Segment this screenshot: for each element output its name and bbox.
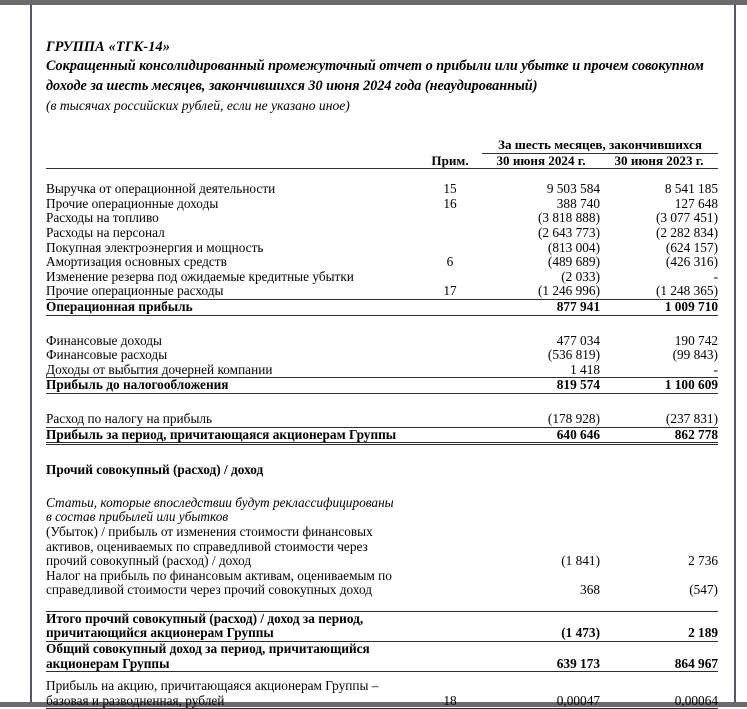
row-current-profit-before-tax: 819 574 <box>482 378 600 394</box>
oci-item-1-current-blank-2 <box>482 540 600 555</box>
document-header <box>46 39 734 115</box>
row-current-income-tax: (178 928) <box>482 412 600 427</box>
row-note-profit-before-tax <box>418 378 482 394</box>
oci-total-current-blank <box>482 611 600 626</box>
oci-item-1-note <box>418 554 482 569</box>
row-label-subsidiary-disposal: Доходы от выбытия дочерней компании <box>46 363 418 378</box>
row-current-profit-for-period: 640 646 <box>482 427 600 444</box>
oci-total-line-1 <box>46 611 718 626</box>
row-previous-profit-before-tax: 1 100 609 <box>600 378 718 394</box>
row-previous-income-tax: (237 831) <box>600 412 718 427</box>
spacer-before-finance <box>46 315 718 334</box>
table-header-period-row <box>46 135 718 154</box>
eps-current-blank <box>482 679 600 694</box>
spacer-before-oci <box>46 444 718 464</box>
oci-item-2-current: 368 <box>580 582 600 598</box>
oci-item-2-previous: (547) <box>689 582 718 598</box>
oci-item-1-current: (1 841) <box>561 553 600 569</box>
row-label-purchased-electricity: Покупная электроэнергия и мощность <box>46 239 264 255</box>
spacer-before-tax <box>46 393 718 412</box>
table-row <box>46 241 718 256</box>
total-comprehensive-line-1 <box>46 642 718 657</box>
row-note-subsidiary-disposal <box>418 363 482 378</box>
table-row <box>46 334 718 349</box>
oci-italic-note-row-2 <box>46 510 718 525</box>
table-row <box>46 284 718 299</box>
row-label-fuel-costs: Расходы на топливо <box>46 210 159 226</box>
row-label-profit-before-tax: Прибыль до налогообложения <box>46 378 418 394</box>
oci-section-title: Прочий совокупный (расход) / доход <box>46 462 264 478</box>
row-note-depreciation: 6 <box>446 254 454 270</box>
row-current-depreciation: (489 689) <box>547 254 600 270</box>
eps-text-line-2: базовая и разводненная, рублей <box>46 694 418 709</box>
header-empty-label <box>46 153 418 169</box>
company-name: ГРУППА «ТГК-14» <box>46 39 171 55</box>
row-current-purchased-electricity: (813 004) <box>547 239 600 255</box>
table-row <box>46 211 718 226</box>
oci-total-current: (1 473) <box>482 626 600 641</box>
table-row <box>46 270 718 285</box>
row-previous-depreciation: (426 316) <box>665 254 718 270</box>
row-current-finance-income: 477 034 <box>556 332 600 348</box>
row-label-profit-for-period: Прибыль за период, причитающаяся акционерам Группы <box>46 427 418 444</box>
row-previous-other-op-income: 127 648 <box>674 195 718 211</box>
oci-italic-note-1-previous <box>600 496 718 511</box>
row-note-other-op-expenses: 17 <box>418 284 482 299</box>
row-current-operating-profit: 877 941 <box>482 299 600 315</box>
oci-item-2-previous-blank <box>600 569 718 584</box>
oci-italic-note-1-note <box>418 496 482 511</box>
row-label-income-tax: Расход по налогу на прибыль <box>46 412 418 427</box>
oci-italic-note-2-current <box>482 510 600 525</box>
oci-section-title-row <box>46 463 718 478</box>
oci-total-previous-blank <box>600 611 718 626</box>
row-label-revenue: Выручка от операционной деятельности <box>46 181 276 197</box>
row-note-other-op-income: 16 <box>443 195 457 211</box>
oci-item-1-current-blank <box>482 525 600 540</box>
row-label-personnel-costs: Расходы на персонал <box>46 225 165 240</box>
row-previous-purchased-electricity: (624 157) <box>665 239 718 255</box>
income-statement-table <box>46 135 718 709</box>
row-current-revenue: 9 503 584 <box>546 181 600 197</box>
row-note-fuel-costs <box>418 211 482 226</box>
row-label-other-op-expenses: Прочие операционные расходы <box>46 284 418 299</box>
oci-item-2-line-1 <box>46 569 718 584</box>
table-row-income-tax <box>46 412 718 427</box>
table-row <box>46 363 718 378</box>
row-label-operating-profit: Операционная прибыль <box>46 299 418 315</box>
oci-total-previous: 2 189 <box>600 626 718 641</box>
row-previous-finance-income: 190 742 <box>674 332 718 348</box>
oci-total-text-line-1: Итого прочий совокупный (расход) / доход за период, <box>46 611 418 626</box>
row-current-ecl-provision: (2 033) <box>561 268 600 284</box>
row-note-purchased-electricity <box>418 241 482 256</box>
row-note-income-tax <box>418 412 482 427</box>
oci-item-1-line-2 <box>46 540 718 555</box>
row-label-finance-income: Финансовые доходы <box>46 332 162 348</box>
table-row <box>46 255 718 270</box>
row-current-subsidiary-disposal: 1 418 <box>482 363 600 378</box>
oci-item-1-note-blank <box>418 525 482 540</box>
oci-italic-note-2-note <box>418 510 482 525</box>
header-col-previous: 30 июня 2023 г. <box>600 153 718 169</box>
row-previous-ecl-provision: - <box>713 268 718 284</box>
oci-item-1-text-line-3: прочий совокупный (расход) / доход <box>46 553 252 569</box>
total-comprehensive-note <box>418 657 482 672</box>
row-label-depreciation: Амортизация основных средств <box>46 254 227 270</box>
header-col-current: 30 июня 2024 г. <box>482 153 600 169</box>
spacer-after-oci-title <box>46 478 718 496</box>
row-note-finance-costs <box>418 348 482 363</box>
oci-item-2-text-line-1: Налог на прибыль по финансовым активам, оцениваемым по <box>46 567 392 583</box>
total-comprehensive-text-line-1: Общий совокупный доход за период, причитающийся <box>46 641 370 657</box>
oci-total-text-line-2: причитающийся акционерам Группы <box>46 626 418 641</box>
row-current-other-op-income: 388 740 <box>556 195 600 211</box>
row-note-revenue: 15 <box>443 181 457 197</box>
table-row-profit-for-period <box>46 427 718 444</box>
oci-item-1-line-3 <box>46 554 718 569</box>
document-title-line-1: Сокращенный консолидированный промежуточный отчет о прибыли или убытке и прочем совокупном <box>46 58 704 75</box>
header-period-span: За шесть месяцев, закончившихся <box>482 135 718 154</box>
oci-item-1-line-1 <box>46 525 718 540</box>
row-label-other-op-income: Прочие операционные доходы <box>46 195 219 211</box>
row-previous-fuel-costs: (3 077 451) <box>655 210 718 226</box>
eps-note-blank <box>418 679 482 694</box>
header-note-label: Прим. <box>418 153 482 169</box>
row-previous-subsidiary-disposal: - <box>600 363 718 378</box>
oci-total-line-2 <box>46 626 718 641</box>
row-note-personnel-costs <box>418 226 482 241</box>
row-previous-operating-profit: 1 009 710 <box>600 299 718 315</box>
table-header-columns-row <box>46 153 718 169</box>
row-current-finance-costs: (536 819) <box>547 347 600 363</box>
row-current-other-op-expenses: (1 246 996) <box>482 284 600 299</box>
spacer-before-oci-total <box>46 598 718 612</box>
document-units-note: (в тысячах российских рублей, если не указано иное) <box>46 98 350 114</box>
oci-item-1-previous: 2 736 <box>688 553 718 569</box>
eps-previous: 0,00064 <box>600 694 718 709</box>
header-blank-label <box>46 135 418 154</box>
eps-previous-blank <box>600 679 718 694</box>
eps-current: 0,00047 <box>482 694 600 709</box>
row-current-personnel-costs: (2 643 773) <box>537 225 600 240</box>
oci-item-2-line-2 <box>46 583 718 598</box>
oci-item-2-note <box>418 583 482 598</box>
oci-section-title-note <box>418 463 482 478</box>
row-note-operating-profit <box>418 299 482 315</box>
total-comprehensive-current: 639 173 <box>482 657 600 672</box>
row-previous-revenue: 8 541 185 <box>664 181 718 197</box>
oci-item-2-current-blank <box>482 569 600 584</box>
row-label-finance-costs: Финансовые расходы <box>46 347 168 363</box>
row-label-ecl-provision: Изменение резерва под ожидаемые кредитные убытки <box>46 268 354 284</box>
document-title-line-2: доходе за шесть месяцев, закончившихся 30 июня 2024 года (неаудированный) <box>46 77 538 94</box>
oci-item-1-previous-blank-2 <box>600 540 718 555</box>
total-comprehensive-text-line-2: акционерам Группы <box>46 657 418 672</box>
oci-item-1-previous-blank <box>600 525 718 540</box>
total-comprehensive-note-blank <box>418 642 482 657</box>
eps-note: 18 <box>418 694 482 709</box>
row-note-finance-income <box>418 334 482 349</box>
oci-italic-note-row-1 <box>46 496 718 511</box>
spacer-after-header <box>46 169 718 183</box>
oci-italic-note-1-current <box>482 496 600 511</box>
oci-italic-note-line-1: Статьи, которые впоследствии будут реклассифицированы <box>46 494 394 510</box>
eps-line-1 <box>46 679 718 694</box>
oci-item-1-note-blank-2 <box>418 540 482 555</box>
oci-section-title-current <box>482 463 600 478</box>
total-comprehensive-previous: 864 967 <box>600 657 718 672</box>
table-row-operating-profit <box>46 299 718 315</box>
total-comprehensive-previous-blank <box>600 642 718 657</box>
row-previous-finance-costs: (99 843) <box>672 347 718 363</box>
header-blank-note <box>418 135 482 154</box>
row-current-fuel-costs: (3 818 888) <box>537 210 600 226</box>
eps-text-line-1: Прибыль на акцию, причитающаяся акционерам Группы – <box>46 678 379 694</box>
oci-item-1-text-line-1: (Убыток) / прибыль от изменения стоимости финансовых <box>46 523 373 539</box>
oci-item-1-text-line-2: активов, оцениваемых по справедливой стоимости через <box>46 538 368 554</box>
table-row <box>46 182 718 197</box>
row-previous-other-op-expenses: (1 248 365) <box>600 284 718 299</box>
table-row <box>46 226 718 241</box>
oci-item-2-note-blank <box>418 569 482 584</box>
row-note-profit-for-period <box>418 427 482 444</box>
table-row-profit-before-tax <box>46 378 718 394</box>
table-row <box>46 348 718 363</box>
document-content <box>46 39 734 709</box>
row-note-ecl-provision <box>418 270 482 285</box>
oci-italic-note-line-2: в состав прибылей или убытков <box>46 509 229 525</box>
row-previous-profit-for-period: 862 778 <box>600 427 718 444</box>
total-comprehensive-current-blank <box>482 642 600 657</box>
table-row <box>46 197 718 212</box>
row-previous-personnel-costs: (2 282 834) <box>655 225 718 240</box>
oci-total-note <box>418 626 482 641</box>
total-comprehensive-line-2 <box>46 657 718 672</box>
oci-section-title-previous <box>600 463 718 478</box>
oci-italic-note-2-previous <box>600 510 718 525</box>
oci-total-note-blank <box>418 611 482 626</box>
oci-item-2-text-line-2: справедливой стоимости через прочий совокупных доход <box>46 582 373 598</box>
